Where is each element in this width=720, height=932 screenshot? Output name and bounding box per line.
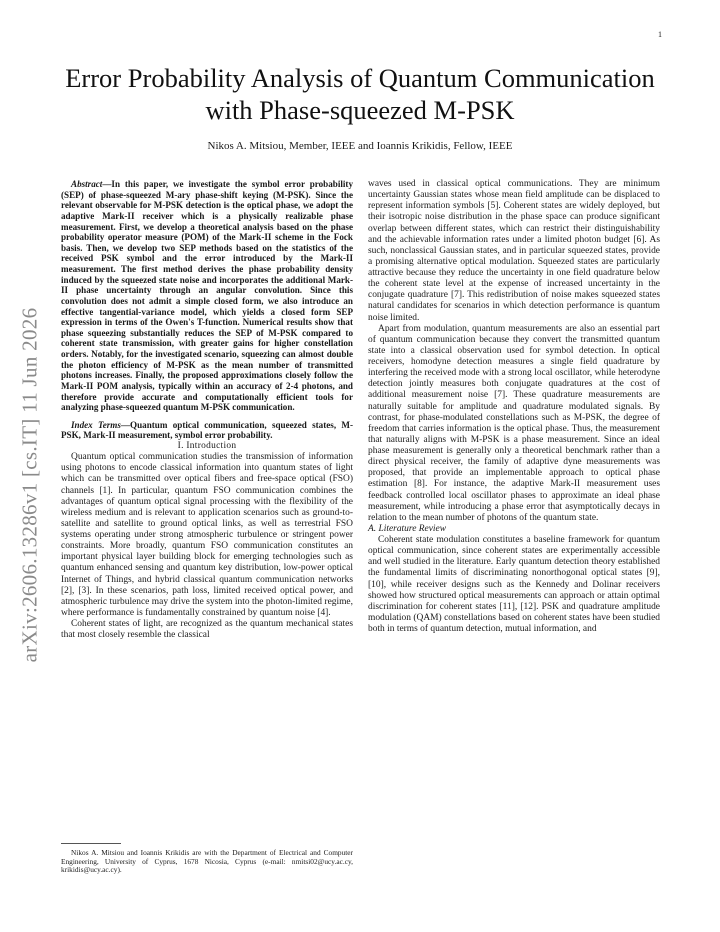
footnote-rule: [61, 843, 121, 844]
literature-paragraph: Coherent state modulation constitutes a baseline framework for quantum optical communication, since coherent states are experimentally accessible and well studied in the literature. Early quantum detection theory established the fundamental limits of discriminating nonorthogonal optical states [9], [10], while receiver designs such as the Kennedy and Dolinar receivers showed how structured optical measurements can approach or attain optimal discrimination for coherent states [11], [12]. PSK and quadrature amplitude modulation (QAM) constellations based on coherent states have been studied both in terms of quantum detection, mutual information, and: [368, 535, 660, 634]
abstract-lead: Abstract: [71, 179, 103, 189]
arxiv-identifier-stamp: [12, 265, 48, 705]
right-paragraph-2: Apart from modulation, quantum measurements are also an essential part of quantum communication because they convert the transmitted quantum state into a classical observation used for symbol detection. In optical receivers, homodyne detection measures a single field quadrature by interfering the received mode with a strong local oscillator, while heterodyne detection jointly measures both conjugate quadratures at the cost of additional measurement noise [7]. These quadrature measurements are naturally suitable for amplitude and quadrature modulated signals. By contrast, for phase-modulated constellations such as M-PSK, the degree of freedom that carries information is the optical phase. Thus, the measurement that naturally aligns with M-PSK is a phase measurement. Since an ideal phase measurement is generally only a theoretical benchmark rather than a direct physical receiver, the family of adaptive dyne measurements was proposed, that provide an implementable approach to optical phase estimation [8]. For instance, the adaptive Mark-II measurement uses feedback controlled local oscillator phases to approximate an ideal phase measurement, while introducing a phase error that asymptotically decays in relation to the mean number of photons of the quantum state.: [368, 323, 660, 523]
index-terms-lead: Index Terms: [71, 419, 121, 430]
index-terms-text: —Quantum optical communication, squeezed states, M-PSK, Mark-II measurement, symbol error probability.: [61, 419, 353, 441]
intro-paragraph-1: Quantum optical communication studies the transmission of information using photons to encode classical information into quantum states of light which can be transmitted over optical fibers and free-space optical (FSO) channels [1]. In particular, quantum FSO communication combines the advantages of quantum optical signal processing with the flexibility of the wireless medium and is relevant to application scenarios such as ground-to-satellite and satellite to ground optical links, as well as terrestrial FSO systems operating under strong atmospheric turbulence or stringent power constraints. More broadly, quantum FSO communication constitutes an important physical layer building block for emerging technologies such as quantum enhanced sensing and quantum key distribution, low-power optical Internet of Things, and hybrid classical quantum communication networks [2], [3]. In these scenarios, path loss, limited received optical power, and atmospheric turbulence may drive the system into the photon-limited regime, where performance is fundamentally constrained by quantum noise [4].: [61, 452, 353, 618]
arxiv-identifier-text: arXiv:2606.13286v1 [cs.IT] 11 Jun 2026: [17, 307, 42, 663]
right-column: [368, 179, 660, 635]
author-line: Nikos A. Mitsiou, Member, IEEE and Ioannis Krikidis, Fellow, IEEE: [207, 140, 513, 152]
author-affiliation-footnote: [61, 849, 353, 875]
footnote-text: Nikos A. Mitsiou and Ioannis Krikidis are with the Department of Electrical and Computer Engineering, University of Cyprus, 1678 Nicosia, Cyprus (e-mail: nmitsi02@ucy.ac.cy, krikidis@ucy.ac.cy).: [61, 848, 353, 875]
left-column: [61, 179, 353, 641]
right-paragraph-1: waves used in classical optical communications. They are minimum uncertainty Gaussian states whose mean field amplitude can be displaced to represent information symbols [5]. Coherent states are widely deployed, but their isotropic noise distribution in the phase space can produce significant overlap between different states, which can restrict their distinguishability and the achievable information rates under a limited photon budget [6]. As such, nonclassical Gaussian states, and in particular squeezed states, provide a promising alternative optical modulation. Squeezed states are particularly attractive because they reduce the uncertainty in one field quadrature below the coherent state level at the expense of increased uncertainty in the conjugate quadrature [7]. This redistribution of noise makes squeezed states natural candidates for scenarios in which detection performance is quantum noise limited.: [368, 179, 660, 323]
subsection-heading-literature-review: A. Literature Review: [368, 523, 447, 534]
paper-title: Error Probability Analysis of Quantum Communication with Phase-squeezed M-PSK: [65, 63, 655, 125]
section-heading-introduction: I. Introduction: [177, 441, 237, 451]
page-number: 1: [658, 30, 662, 39]
abstract-text: —In this paper, we investigate the symbol error probability (SEP) of phase-squeezed M-ary phase-shift keying (M-PSK). Since the relevant observable for M-PSK detection is the optical phase, we adopt the adaptive Mark-II receiver which is a physically realizable phase measurement. First, we develop a theoretical analysis based on the phase probability operator measure (POM) of the Mark-II scheme in the Fock basis. Then, we develop two SEP methods based on the statistics of the received PSK symbol and the error introduced by the Mark-II measurement. The first method derives the phase probability density induced by the squeezed state noise and incorporates the additional Mark-II phase uncertainty through an angular convolution. Since this convolution does not admit a simple closed form, we also introduce an effective tangential-variance model, which yields a closed form SEP expression in terms of the Owen's T-function. Numerical results show that phase squeezing substantially reduces the SEP of M-PSK compared to coherent state transmission, with greater gains for higher constellation orders. Notably, for the investigated scenario, squeezing can almost double the photon efficiency of M-PSK as the mean number of transmitted photons increases. Finally, the proposed approximations closely follow the Mark-II POM analysis, typically within an accuracy of 2-4 photons, and therefore provide accurate and computationally efficient tools for analyzing phase-squeezed quantum M-PSK communication.: [61, 179, 353, 413]
intro-paragraph-2: Coherent states of light, are recognized as the quantum mechanical states that most closely resemble the classical: [61, 619, 353, 641]
index-terms: [61, 420, 353, 441]
abstract: [61, 179, 353, 413]
